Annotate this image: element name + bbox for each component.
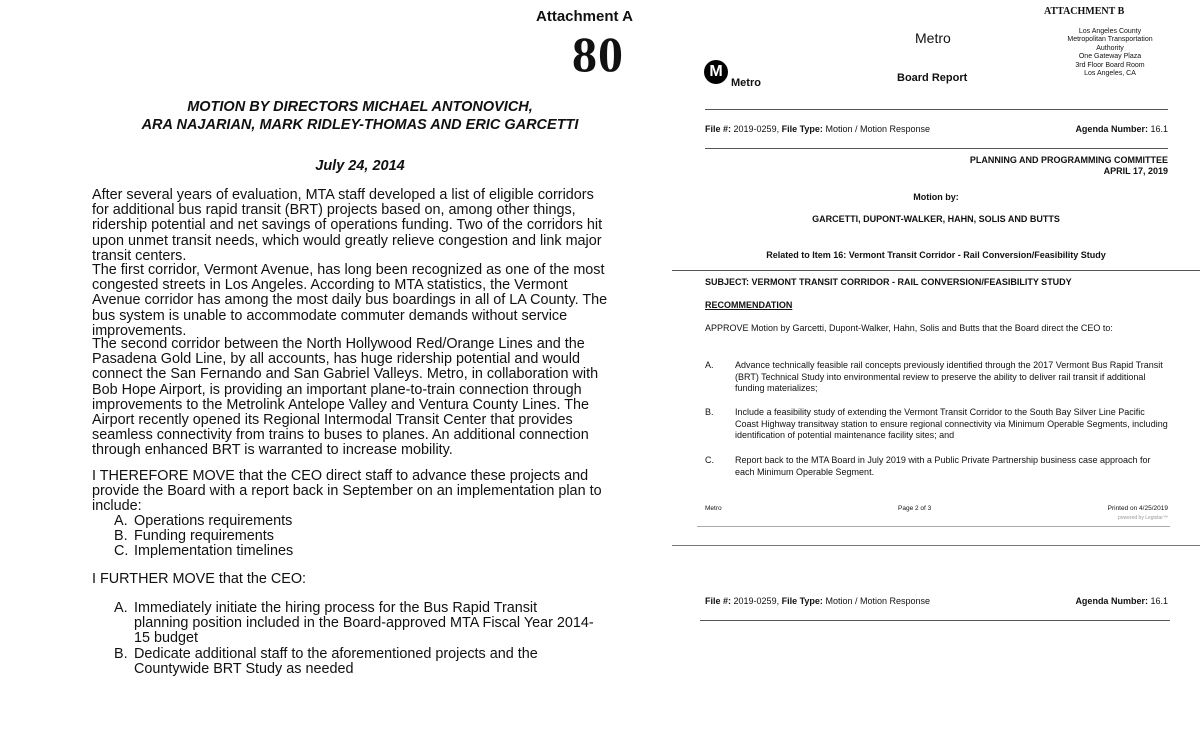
list-text: Dedicate additional staff to the aforementioned projects and the Countywide BRT Study as needed	[134, 645, 538, 677]
attachment-b-label: ATTACHMENT B	[1044, 6, 1125, 17]
committee-date: APRIL 17, 2019	[1103, 166, 1168, 176]
page-break-divider	[672, 545, 1200, 546]
agenda-label: Agenda Number:	[1075, 124, 1148, 134]
board-report-title: Board Report	[897, 72, 968, 84]
agenda-info	[1075, 596, 1168, 606]
page-footer	[705, 505, 1168, 512]
file-label: File #:	[705, 124, 732, 134]
recommendation-item	[705, 360, 1170, 395]
list-item	[705, 407, 1170, 442]
list-item	[114, 529, 594, 544]
address-line: Authority	[1096, 44, 1124, 52]
ceo-directive-list	[114, 601, 594, 677]
motion-title	[100, 98, 620, 134]
list-marker: C.	[705, 455, 714, 465]
divider	[705, 109, 1168, 110]
metro-heading: Metro	[915, 30, 951, 46]
agenda-number: 16.1	[1150, 124, 1168, 134]
motion-title-line-2: ARA NAJARIAN, MARK RIDLEY-THOMAS AND ERIC GARCETTI	[141, 117, 579, 133]
file-info-line	[705, 124, 1168, 134]
file-info	[705, 596, 930, 606]
list-text: Funding requirements	[134, 528, 274, 545]
address-block	[1054, 28, 1166, 78]
list-item	[705, 360, 1170, 395]
footer-page-number: Page 2 of 3	[898, 505, 932, 512]
file-type-label: File Type:	[781, 596, 823, 606]
list-item	[114, 601, 594, 647]
list-marker: C.	[114, 543, 129, 560]
address-line: Los Angeles County	[1078, 28, 1142, 35]
footer-printed-date: Printed on 4/25/2019	[1107, 505, 1168, 512]
list-marker: B.	[705, 407, 714, 417]
motion-members: GARCETTI, DUPONT-WALKER, HAHN, SOLIS AND BUTTS	[812, 214, 1060, 224]
committee-name: PLANNING AND PROGRAMMING COMMITTEE	[969, 155, 1168, 165]
list-text: Implementation timelines	[134, 543, 294, 560]
metro-logo-wordmark: Metro	[731, 77, 761, 89]
agenda-label: Agenda Number:	[1075, 596, 1148, 606]
list-item	[705, 455, 1170, 478]
file-info-line-page-3	[705, 596, 1168, 606]
attachment-b-page	[672, 0, 1200, 736]
paragraph-evaluation: After several years of evaluation, MTA staff developed a list of eligible corridors for additional bus rapid transit (BRT) projects based on, among other things, ridership potential and net savings of operations funding. Two of the corridors hit upon unmet transit needs, which would greatly relieve congestion and link major transit centers.	[92, 187, 603, 264]
divider	[700, 620, 1170, 621]
powered-by-legistar: powered by Legistar™	[1117, 515, 1168, 521]
address-line: Los Angeles, CA	[1084, 70, 1136, 78]
list-text: Advance technically feasible rail concepts previously identified through the 2017 Vermont Bus Rapid Transit (BRT) Technical Study into environmental review to preserve the ability to deliver rail transit if additional funding materializes;	[735, 360, 1163, 393]
footer-source: Metro	[705, 505, 722, 512]
paragraph-second-corridor: The second corridor between the North Hollywood Red/Orange Lines and the Pasadena Gold Line, by all accounts, has huge ridership potential and would connect the San Fernando and San Gabriel Valleys. Metro, in collaboration with Bob Hope Airport, is providing an important plane-to-train connection through improvements to the Metrolink Antelope Valley and Ventura County Lines. The Airport recently opened its Regional Intermodal Transit Center that provides seamless connectivity from trains to buses to planes. An additional connection through enhanced BRT is warranted to increase mobility.	[92, 336, 599, 459]
list-text: Report back to the MTA Board in July 2019 with a Public Private Partnership business case approach for each Minimum Operable Segment.	[735, 455, 1151, 477]
divider	[672, 270, 1200, 271]
implementation-plan-list	[114, 514, 594, 560]
list-text: Immediately initiate the hiring process for the Bus Rapid Transit planning position included in the Board-approved MTA Fiscal Year 2014-15 budget	[134, 600, 594, 647]
recommendation-item	[705, 407, 1170, 442]
committee-block	[872, 155, 1168, 177]
list-text: Include a feasibility study of extending the Vermont Transit Corridor to the South Bay Silver Line Pacific Coast Highway transitway station to ensure regional connectivity via Minimum Operable Segments, including identification of potential maintenance facility sites; and	[735, 407, 1168, 440]
file-type: Motion / Motion Response	[825, 124, 931, 134]
address-line: 3rd Floor Board Room	[1075, 61, 1145, 69]
divider	[697, 526, 1170, 527]
list-marker: A.	[114, 513, 128, 529]
list-marker: A.	[705, 360, 714, 370]
motion-by-label: Motion by:	[913, 192, 959, 202]
paragraph-further-move: I FURTHER MOVE that the CEO:	[92, 571, 307, 587]
divider	[705, 148, 1168, 149]
list-text: Operations requirements	[134, 513, 293, 529]
file-number: 2019-0259,	[733, 124, 780, 134]
motion-title-line-1: MOTION BY DIRECTORS MICHAEL ANTONOVICH,	[187, 99, 533, 115]
attachment-a-label: Attachment A	[536, 8, 633, 25]
list-item	[114, 647, 594, 677]
file-number: 2019-0259,	[733, 596, 780, 606]
subject-line: SUBJECT: VERMONT TRANSIT CORRIDOR - RAIL CONVERSION/FEASIBILITY STUDY	[705, 277, 1072, 287]
approve-text: APPROVE Motion by Garcetti, Dupont-Walker, Hahn, Solis and Butts that the Board direct the CEO to:	[705, 323, 1113, 333]
related-item: Related to Item 16: Vermont Transit Corridor - Rail Conversion/Feasibility Study	[766, 250, 1106, 260]
metro-logo-letter: M	[709, 63, 723, 80]
agenda-item-number: 80	[572, 26, 624, 82]
list-item	[114, 514, 594, 529]
recommendation-item	[705, 455, 1170, 478]
file-type-label: File Type:	[781, 124, 823, 134]
file-type: Motion / Motion Response	[825, 596, 931, 606]
address-line: One Gateway Plaza	[1078, 53, 1142, 61]
list-marker: B.	[114, 645, 128, 662]
list-item	[114, 544, 594, 559]
agenda-number: 16.1	[1150, 596, 1168, 606]
list-marker: A.	[114, 600, 128, 616]
agenda-info	[1075, 124, 1168, 134]
address-line: Metropolitan Transportation	[1067, 36, 1153, 44]
file-label: File #:	[705, 596, 732, 606]
list-marker: B.	[114, 528, 128, 545]
paragraph-therefore-move: I THEREFORE MOVE that the CEO direct staff to advance these projects and provide the Board with a report back in September on an implementation plan to include:	[92, 468, 602, 515]
recommendation-heading: RECOMMENDATION	[705, 300, 793, 310]
motion-date: July 24, 2014	[315, 158, 405, 174]
paragraph-vermont-corridor: The first corridor, Vermont Avenue, has long been recognized as one of the most congested streets in Los Angeles. According to MTA statistics, the Vermont Avenue corridor has among the most daily bus boardings in all of LA County. The bus system is unable to accommodate commuter demands without service improvements.	[92, 262, 608, 339]
file-info	[705, 124, 930, 134]
